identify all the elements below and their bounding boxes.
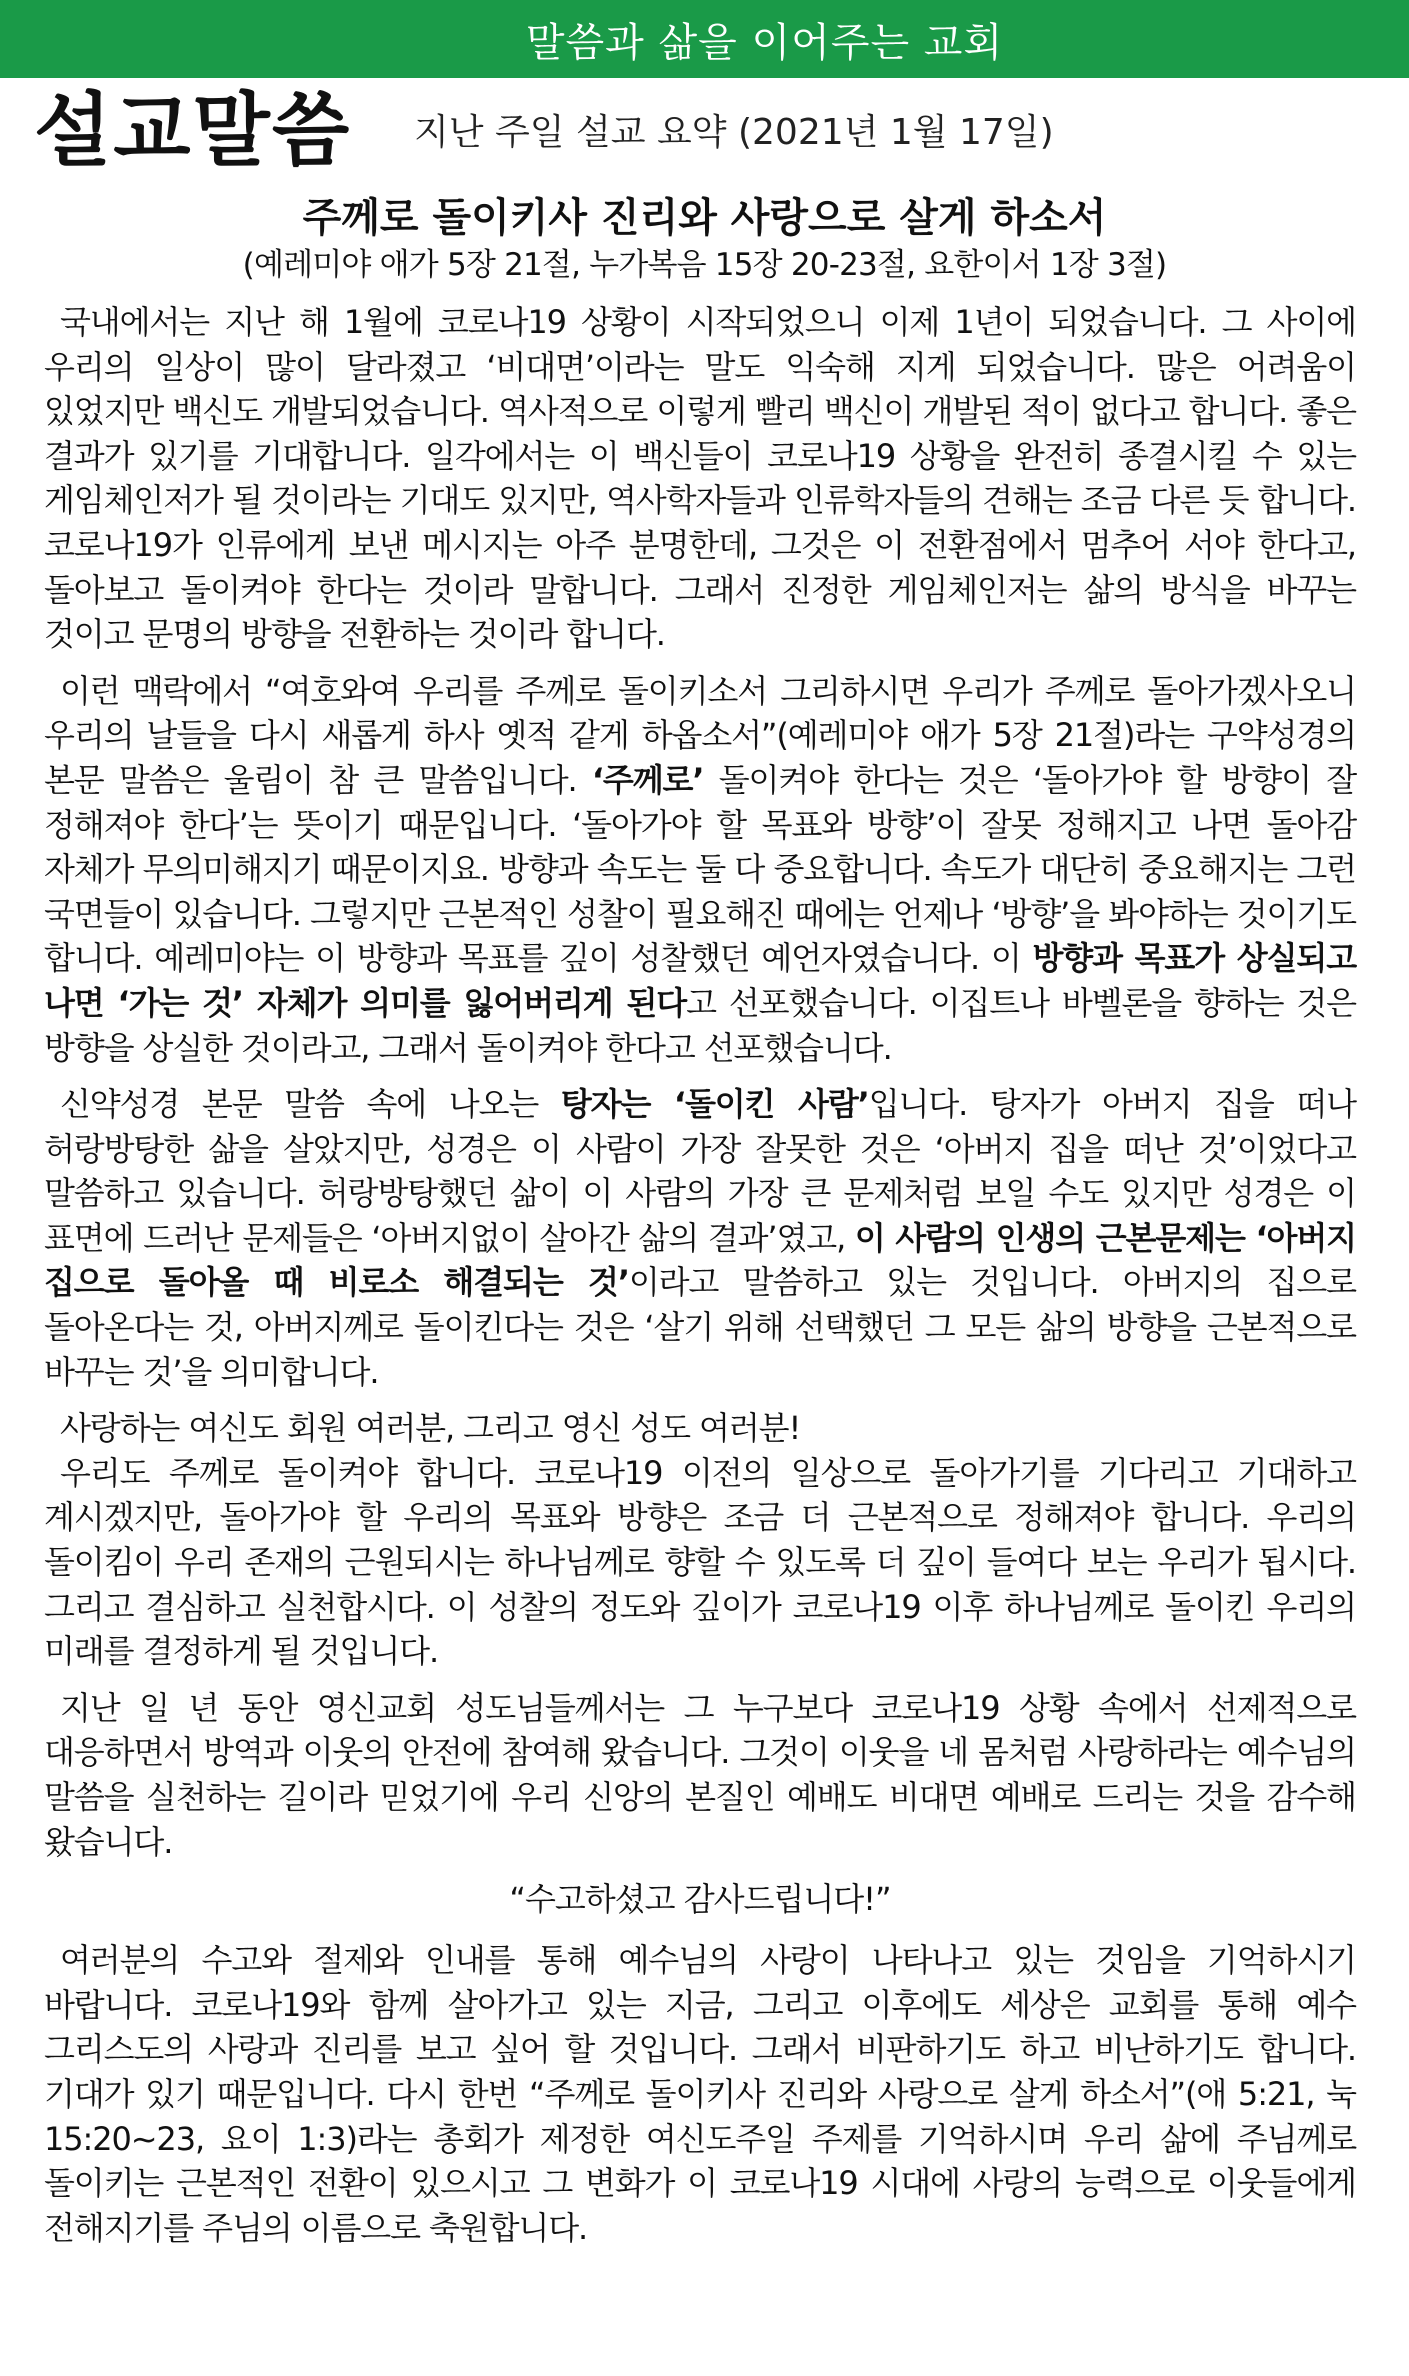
paragraph-2 — [44, 669, 1356, 1070]
thanks-line: “수고하셨고 감사드립니다!” — [509, 1880, 891, 1919]
paragraph-2-bold-d: 방향과 목표가 상실되고 나면 ‘가는 것’ 자체가 의미를 잃어버리게 된다 — [44, 939, 1357, 1022]
paragraph-3-bold-d: 이 사람의 인생의 근본문제는 ‘아버지 집으로 돌아올 때 비로소 해결되는 것’ — [44, 1218, 1356, 1302]
paragraph-3-text-c: 입니다. 탕자가 아버지 집을 떠나 허랑방탕한 삶을 살았지만, 성경은 이 사람이 가장 잘못한 것은 ‘아버지 집을 떠난 것’이었다고 말씀하고 있습니다. 허랑방탕했던 삶이 이 사람의 가장 큰 문제처럼 보일 수도 있지만 성경은 이 표면에 드러난 문제들은 ‘아버지없이 살아간 삶의 결과’였고, — [44, 1085, 1356, 1257]
paragraph-7: 여러분의 수고와 절제와 인내를 통해 예수님의 사랑이 나타나고 있는 것임을 기억하시기 바랍니다. 코로나19와 함께 살아가고 있는 지금, 그리고 이후에도 세상은 교회를 통해 예수 그리스도의 사랑과 진리를 보고 싶어 할 것입니다. 그래서 비판하기도 하고 비난하기도 합니다. 기대가 있기 때문입니다. 다시 한번 “주께로 돌이키사 진리와 사랑으로 살게 하소서”(애 5:21, 눅 15:20~23, 요이 1:3)라는 총회가 제정한 여신도주일 주제를 기억하시며 우리 삶에 주님께로 돌이키는 근본적인 전환이 있으시고 그 변화가 이 코로나19 시대에 사랑의 능력으로 이웃들에게 전해지기를 주님의 이름으로 축원합니다. — [44, 1941, 1356, 2247]
sermon-body — [44, 300, 1356, 2262]
paragraph-4-greeting: 사랑하는 여신도 회원 여러분, 그리고 영신 성도 여러분! — [60, 1409, 801, 1448]
page-header — [34, 82, 1384, 178]
sermon-title: 주께로 돌이키사 진리와 사랑으로 살게 하소서 — [302, 195, 1107, 241]
paragraph-2-text-a: 이런 맥락에서 “여호와여 우리를 주께로 돌이키소서 그리하시면 우리가 주께로 돌아가겠사오니 우리의 날들을 다시 새롭게 하사 옛적 같게 하옵소서”(예레미야 애가 5장 21절)라는 구약성경의 본문 말씀은 울림이 참 큰 말씀입니다. — [44, 671, 1356, 799]
paragraph-3 — [44, 1082, 1356, 1394]
section-title: 설교말씀 — [34, 83, 352, 177]
scripture-reference: (예레미야 애가 5장 21절, 누가복음 15장 20-23절, 요한이서 1장 3절) — [242, 247, 1167, 283]
paragraph-2-text-e: 고 선포했습니다. 이집트나 바벨론을 향하는 것은 방향을 상실한 것이라고, 그래서 돌이켜야 한다고 선포했습니다. — [44, 983, 1356, 1067]
paragraph-3-text-a: 신약성경 본문 말씀 속에 나오는 — [60, 1085, 561, 1124]
paragraph-6: 지난 일 년 동안 영신교회 성도님들께서는 그 누구보다 코로나19 상황 속에서 선제적으로 대응하면서 방역과 이웃의 안전에 참여해 왔습니다. 그것이 이웃을 네 몸처럼 사랑하라는 예수님의 말씀을 실천하는 길이라 믿었기에 우리 신앙의 본질인 예배도 비대면 예배로 드리는 것을 감수해 왔습니다. — [44, 1688, 1356, 1861]
paragraph-3-text-e: 이라고 말씀하고 있는 것입니다. 아버지의 집으로 돌아온다는 것, 아버지께로 돌이킨다는 것은 ‘살기 위해 선택했던 그 모든 삶의 방향을 근본적으로 바꾸는 것’을 의미합니다. — [44, 1263, 1356, 1391]
paragraph-3-bold-b: 탕자는 ‘돌이킨 사람’ — [560, 1085, 869, 1124]
header-banner — [0, 0, 1409, 78]
sermon-summary-date: 지난 주일 설교 요약 (2021년 1월 17일) — [414, 112, 1054, 153]
banner-text: 말씀과 삶을 이어주는 교회 — [525, 19, 1004, 66]
paragraph-2-bold-b: ‘주께로’ — [591, 760, 704, 799]
paragraph-2-text-c: 돌이켜야 한다는 것은 ‘돌아가야 할 방향이 잘 정해져야 한다’는 뜻이기 때문입니다. ‘돌아가야 할 목표와 방향’이 잘못 정해지고 나면 돌아감 자체가 무의미해지기 때문이지요. 방향과 속도는 둘 다 중요합니다. 속도가 대단히 중요해지는 그런 국면들이 있습니다. 그렇지만 근본적인 성찰이 필요해진 때에는 언제나 ‘방향’을 봐야하는 것이기도 합니다. 예레미야는 이 방향과 목표를 깊이 성찰했던 예언자였습니다. 이 — [44, 760, 1357, 978]
paragraph-1: 국내에서는 지난 해 1월에 코로나19 상황이 시작되었으니 이제 1년이 되었습니다. 그 사이에 우리의 일상이 많이 달라졌고 ‘비대면’이라는 말도 익숙해 지게 되었습니다. 많은 어려움이 있었지만 백신도 개발되었습니다. 역사적으로 이렇게 빨리 백신이 개발된 적이 없다고 합니다. 좋은 결과가 있기를 기대합니다. 일각에서는 이 백신들이 코로나19 상황을 완전히 종결시킬 수 있는 게임체인저가 될 것이라는 기대도 있지만, 역사학자들과 인류학자들의 견해는 조금 다른 듯 합니다. 코로나19가 인류에게 보낸 메시지는 아주 분명한데, 그것은 이 전환점에서 멈추어 서야 한다고, 돌아보고 돌이켜야 한다는 것이라 말합니다. 그래서 진정한 게임체인저는 삶의 방식을 바꾸는 것이고 문명의 방향을 전환하는 것이라 합니다. — [44, 303, 1356, 654]
paragraph-5: 우리도 주께로 돌이켜야 합니다. 코로나19 이전의 일상으로 돌아가기를 기다리고 기대하고 계시겠지만, 돌아가야 할 우리의 목표와 방향은 조금 더 근본적으로 정해져야 합니다. 우리의 돌이킴이 우리 존재의 근원되시는 하나님께로 향할 수 있도록 더 깊이 들여다 보는 우리가 됩시다. 그리고 결심하고 실천합시다. 이 성찰의 정도와 깊이가 코로나19 이후 하나님께로 돌이킨 우리의 미래를 결정하게 될 것입니다. — [44, 1453, 1356, 1671]
